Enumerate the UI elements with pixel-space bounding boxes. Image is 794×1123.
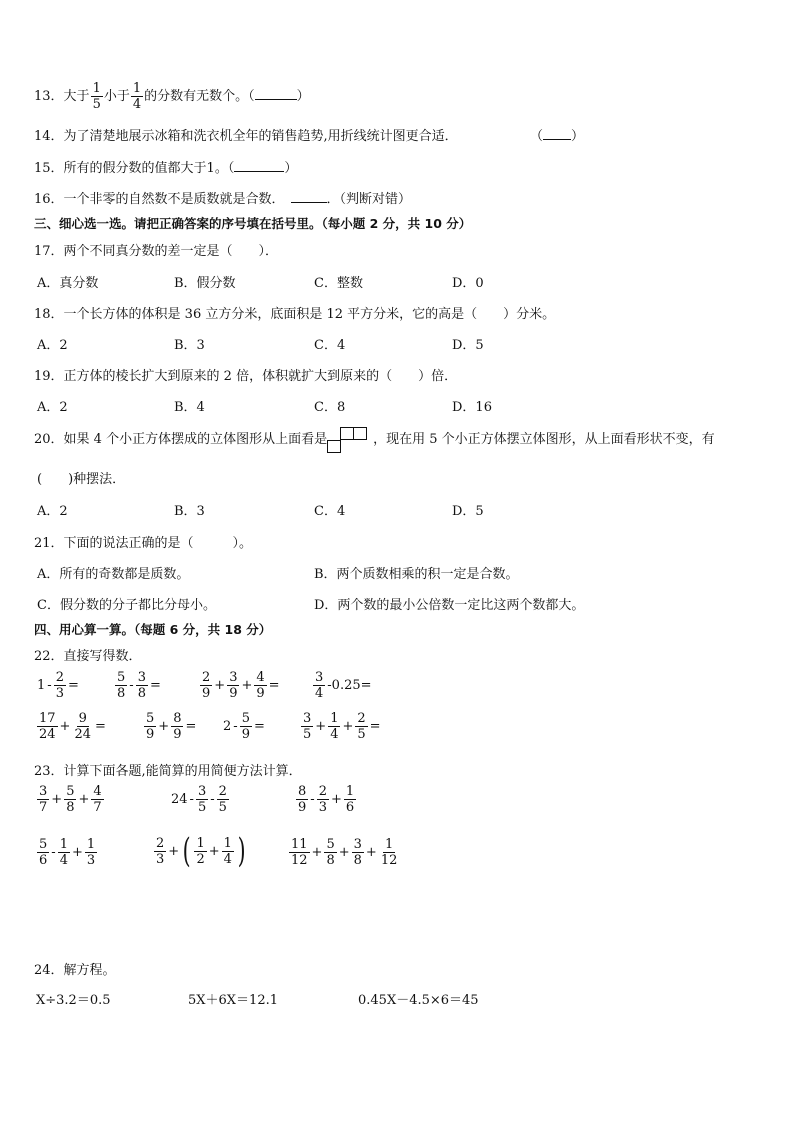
expression: $\frac{2}{9}$ + $\frac{3}{9}$ + $\frac{4}{9}$ = [202, 670, 280, 701]
q13-post: 的分数有无数个。（ [144, 89, 255, 104]
choice-c[interactable]: C．4 [314, 338, 346, 353]
answer-blank[interactable] [255, 99, 297, 100]
section-3-heading: 三、细心选一选。请把正确答案的序号填在括号里。（每小题 2 分，共 10 分） [34, 216, 472, 231]
top-view-squares-figure [327, 427, 373, 453]
choice-a[interactable]: A．所有的奇数都是质数。 [37, 567, 190, 582]
expression: $\frac{8}{9}$ - $\frac{2}{3}$ + $\frac{1}{6}$ [298, 784, 355, 815]
q13-pre: 大于 [63, 89, 90, 104]
expression: $\frac{3}{5}$ + $\frac{1}{4}$ + $\frac{2}{5}$ = [303, 711, 381, 742]
q14-answer: （ ） [530, 129, 585, 144]
question-23: 23．计算下面各题,能简算的用简便方法计算． [34, 764, 302, 779]
expression: $\frac{3}{4}$ -0.25= [315, 670, 372, 701]
fraction: $\frac{1}{4}$ [132, 81, 142, 112]
choice-d[interactable]: D．0 [452, 276, 484, 291]
choice-a[interactable]: A．2 [37, 504, 68, 519]
answer-blank[interactable] [234, 171, 284, 172]
question-22: 22．直接写得数． [34, 649, 142, 664]
question-20: 20．如果 4 个小正方体摆成的立体图形从上面看是 ，现在用 5 个小正方体摆立体图形，从上面看形状不变，有 [34, 425, 715, 455]
choice-d[interactable]: D．5 [452, 338, 484, 353]
choice-d[interactable]: D．两个数的最小公倍数一定比这两个数都大。 [314, 598, 585, 613]
answer-blank[interactable] [291, 202, 327, 203]
choice-a[interactable]: A．真分数 [37, 276, 99, 291]
equation: 0.45X－4.5×6＝45 [358, 993, 479, 1008]
equation: X÷3.2＝0.5 [36, 993, 111, 1008]
choice-d[interactable]: D．5 [452, 504, 484, 519]
expression: 1 - $\frac{2}{3}$ = [37, 670, 79, 701]
expression: $\frac{2}{3}$ + ( $\frac{1}{2}$ + $\frac{1}{4}$ ) [156, 831, 246, 871]
question-15: 15．所有的假分数的值都大于1。（ ） [34, 161, 298, 176]
answer-blank[interactable] [543, 139, 571, 140]
choice-c[interactable]: C．8 [314, 400, 346, 415]
choice-a[interactable]: A．2 [37, 338, 68, 353]
choice-c[interactable]: C．假分数的分子都比分母小。 [37, 598, 216, 613]
q14-text: 14．为了清楚地展示冰箱和洗衣机全年的销售趋势,用折线统计图更合适． [34, 129, 458, 144]
question-24: 24．解方程。 [34, 963, 116, 978]
question-13: 13．大于 $\frac{1}{5}$ 小于 $\frac{1}{4}$ 的分数有无数个。（ ） [34, 81, 310, 112]
choice-d[interactable]: D．16 [452, 400, 492, 415]
question-17: 17．两个不同真分数的差一定是（ ）． [34, 244, 279, 259]
choice-b[interactable]: B．3 [174, 504, 205, 519]
expression: $\frac{17}{24}$ + $\frac{9}{24}$ = [39, 711, 106, 742]
expression: $\frac{3}{7}$ + $\frac{5}{8}$ + $\frac{4}{7}$ [39, 784, 102, 815]
question-18: 18．一个长方体的体积是 36 立方分米，底面积是 12 平方分米，它的高是（ ）分米。 [34, 307, 556, 322]
question-16: 16．一个非零的自然数不是质数就是合数． ．（判断对错） [34, 192, 412, 207]
choice-b[interactable]: B．3 [174, 338, 205, 353]
q13-number: 13． [34, 89, 64, 104]
question-20-line2: ( )种摆法． [37, 472, 126, 487]
question-14 [34, 125, 458, 144]
choice-b[interactable]: B．4 [174, 400, 205, 415]
q13-mid: 小于 [103, 89, 130, 104]
choice-c[interactable]: C．整数 [314, 276, 363, 291]
expression: $\frac{5}{9}$ + $\frac{8}{9}$ = [146, 711, 197, 742]
expression: $\frac{5}{8}$ - $\frac{3}{8}$ = [117, 670, 161, 701]
choice-b[interactable]: B．两个质数相乘的积一定是合数。 [314, 567, 519, 582]
section-4-heading: 四、用心算一算。（每题 6 分，共 18 分） [34, 622, 272, 637]
fraction: $\frac{1}{5}$ [92, 81, 101, 112]
expression: 24 - $\frac{3}{5}$ - $\frac{2}{5}$ [171, 784, 227, 815]
choice-c[interactable]: C．4 [314, 504, 346, 519]
choice-b[interactable]: B．假分数 [174, 276, 236, 291]
choice-a[interactable]: A．2 [37, 400, 68, 415]
equation: 5X＋6X＝12.1 [188, 993, 278, 1008]
question-19: 19．正方体的棱长扩大到原来的 2 倍，体积就扩大到原来的（ ）倍． [34, 369, 458, 384]
expression: $\frac{11}{12}$ + $\frac{5}{8}$ + $\frac{3}{8}$ + $\frac{1}{12}$ [291, 837, 398, 868]
expression: 2 - $\frac{5}{9}$ = [223, 711, 265, 742]
expression: $\frac{5}{6}$ - $\frac{1}{4}$ + $\frac{1}{3}$ [39, 837, 96, 868]
question-21: 21．下面的说法正确的是（ ）。 [34, 536, 253, 551]
